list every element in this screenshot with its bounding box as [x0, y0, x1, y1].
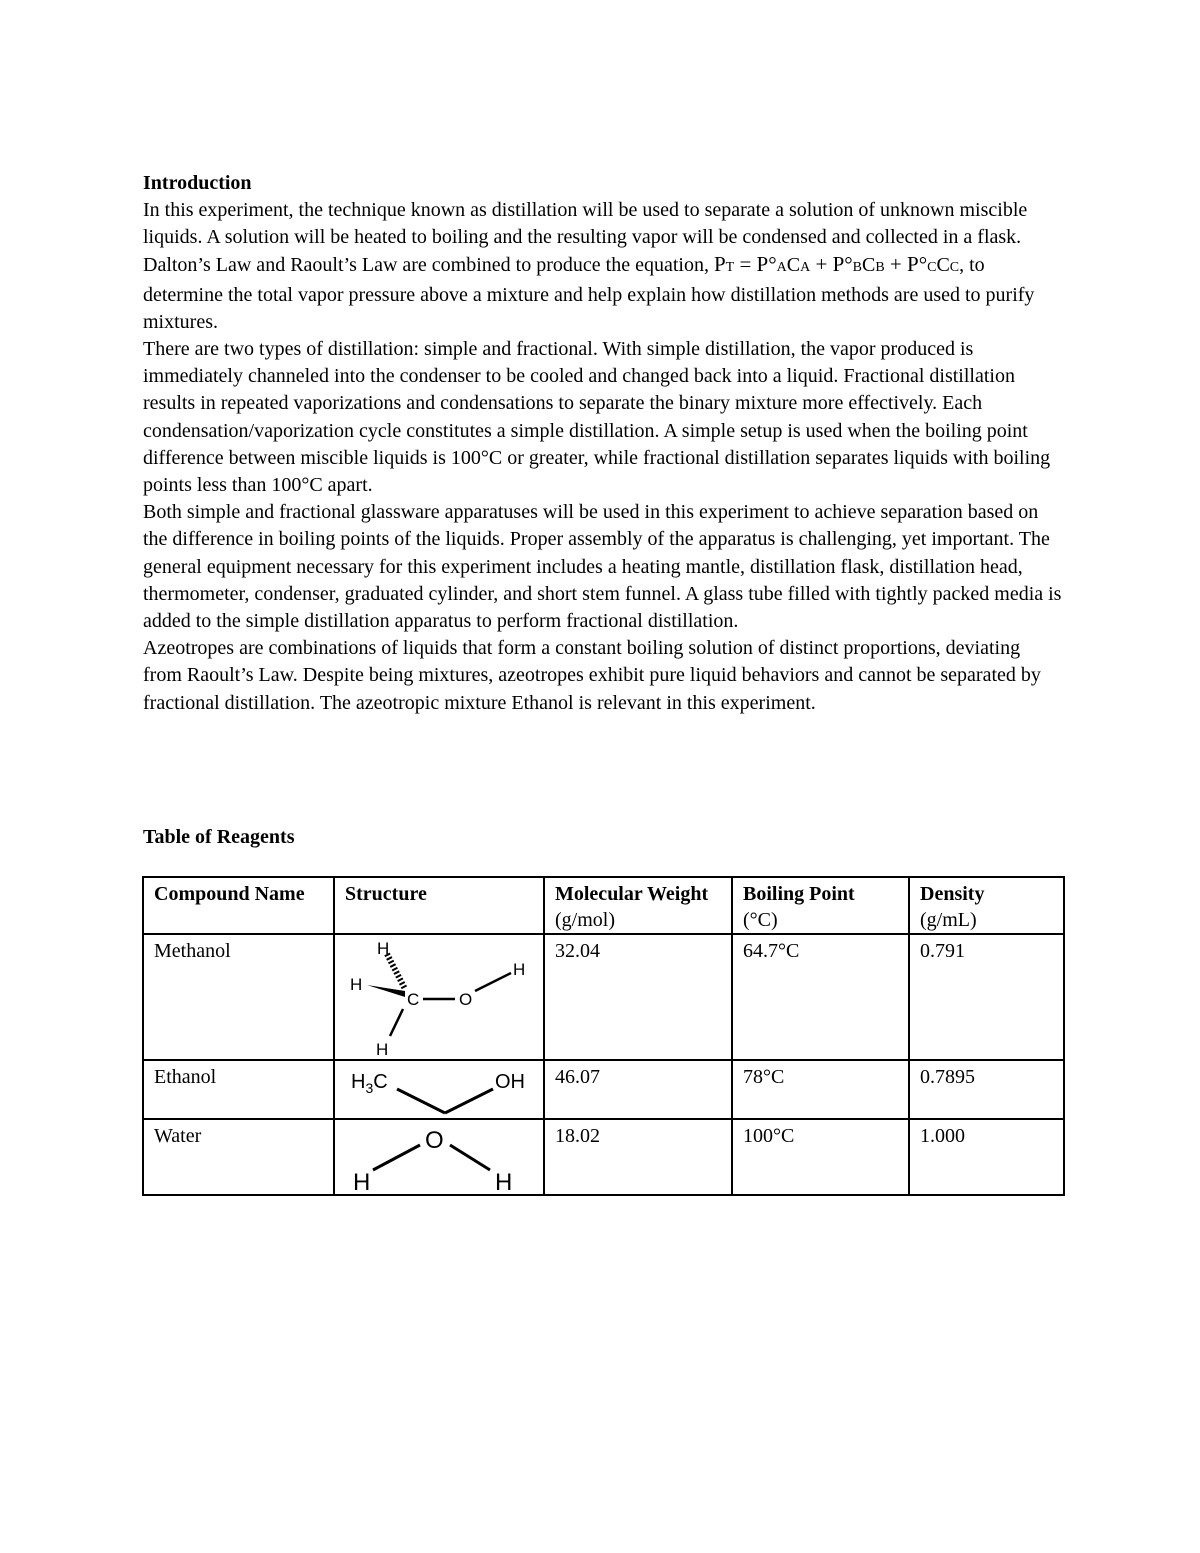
- methanol-structure: [334, 934, 544, 1060]
- water-bond-left: [373, 1145, 420, 1170]
- methanol-atom-c: C: [407, 990, 420, 1009]
- cell-compound-name: Water: [143, 1119, 334, 1195]
- cell-compound-name: Ethanol: [143, 1060, 334, 1119]
- intro-paragraph-1: [143, 197, 1063, 336]
- ethanol-bond-right: [445, 1089, 493, 1113]
- document-body: [143, 170, 1063, 717]
- table-row: [143, 1119, 1064, 1195]
- intro-paragraph-1-text-a: In this experiment, the technique known as distillation will be used to separate a solution of unknown miscible liquids. A solution will be heated to boiling and the resulting vapor will be condensed and collected in a flask. Dalton’s Law and Raoult’s Law are combined to produce the equation,: [143, 199, 1028, 277]
- cell-boiling-point: 100°C: [732, 1119, 909, 1195]
- methanol-atom-h-right: H: [513, 960, 526, 979]
- cell-compound-name: Methanol: [143, 934, 334, 1060]
- cell-molecular-weight: 18.02: [544, 1119, 732, 1195]
- solid-wedge-bond: [367, 985, 405, 997]
- water-atom-h-left: H: [353, 1169, 371, 1194]
- hashed-wedge-bond: [387, 954, 405, 989]
- intro-paragraph-3: Both simple and fractional glassware apparatuses will be used in this experiment to achieve separation based on the difference in boiling points of the liquids. Proper assembly of the apparatus is challenging, yet important. The general equipment necessary for this experiment includes a heating mantle, distillation flask, distillation head, thermometer, condenser, graduated cylinder, and short stem funnel. A glass tube filled with tightly packed media is added to the simple distillation apparatus to perform fractional distillation.: [143, 501, 1062, 633]
- methanol-atom-h-left: H: [350, 975, 363, 994]
- ethanol-structure-drawing: [335, 1061, 543, 1118]
- cell-molecular-weight: 32.04: [544, 934, 732, 1060]
- ethanol-bond-left: [397, 1089, 445, 1113]
- water-structure: [334, 1119, 544, 1195]
- cell-boiling-point: 78°C: [732, 1060, 909, 1119]
- ethanol-group-oh: OH: [495, 1071, 525, 1093]
- water-atom-h-right: H: [495, 1169, 513, 1194]
- header-structure: Structure: [334, 877, 544, 934]
- intro-paragraph-2: There are two types of distillation: simple and fractional. With simple distillation, the vapor produced is immediately channeled into the condenser to be cooled and changed back into a liquid. Fractional distillation results in repeated vaporizations and condensations to separate the binary mixture more effectively. Each condensation/vaporization cycle constitutes a simple distillation. A simple setup is used when the boiling point difference between miscible liquids is 100°C or greater, while fractional distillation separates liquids with boiling points less than 100°C apart.: [143, 338, 1051, 497]
- intro-paragraph-4: Azeotropes are combinations of liquids that form a constant boiling solution of distinct proportions, deviating from Raoult’s Law. Despite being mixtures, azeotropes exhibit pure liquid behaviors and cannot be separated by fractional distillation. The azeotropic mixture Ethanol is relevant in this experiment.: [143, 637, 1041, 714]
- header-density: Density (g/mL): [909, 877, 1064, 934]
- water-bond-right: [450, 1145, 490, 1170]
- cell-density: 0.791: [909, 934, 1064, 1060]
- cell-boiling-point: 64.7°C: [732, 934, 909, 1060]
- section-heading-introduction: Introduction: [143, 172, 252, 194]
- table-header-row: [143, 877, 1064, 934]
- o-h-bond: [475, 973, 511, 991]
- methanol-atom-h-top: H: [377, 939, 390, 958]
- ethanol-group-h3c: $H_3C$: [351, 1071, 388, 1096]
- ethanol-structure: [334, 1060, 544, 1119]
- header-boiling-point: Boiling Point (°C): [732, 877, 909, 934]
- table-title: Table of Reagents: [143, 826, 295, 848]
- cell-density: 0.7895: [909, 1060, 1064, 1119]
- header-compound-name: Compound Name: [143, 877, 334, 934]
- water-structure-drawing: [335, 1120, 543, 1194]
- methanol-atom-o: O: [459, 990, 473, 1009]
- vapor-pressure-equation: PT = P°ACA + P°BCB + P°CCC: [713, 252, 960, 277]
- cell-molecular-weight: 46.07: [544, 1060, 732, 1119]
- table-row: [143, 934, 1064, 1060]
- methanol-atom-h-bottom: H: [376, 1040, 389, 1059]
- cell-density: 1.000: [909, 1119, 1064, 1195]
- table-row: [143, 1060, 1064, 1119]
- methanol-structure-drawing: [335, 935, 543, 1059]
- c-h-bond-bottom: [390, 1009, 403, 1036]
- intro-paragraph-1-text-b: , to determine the total vapor pressure above a mixture and help explain how distillation methods are used to purify mixtures.: [143, 254, 1035, 333]
- reagents-table: [142, 876, 1065, 1196]
- water-atom-o: O: [425, 1127, 444, 1154]
- header-molecular-weight: Molecular Weight (g/mol): [544, 877, 732, 934]
